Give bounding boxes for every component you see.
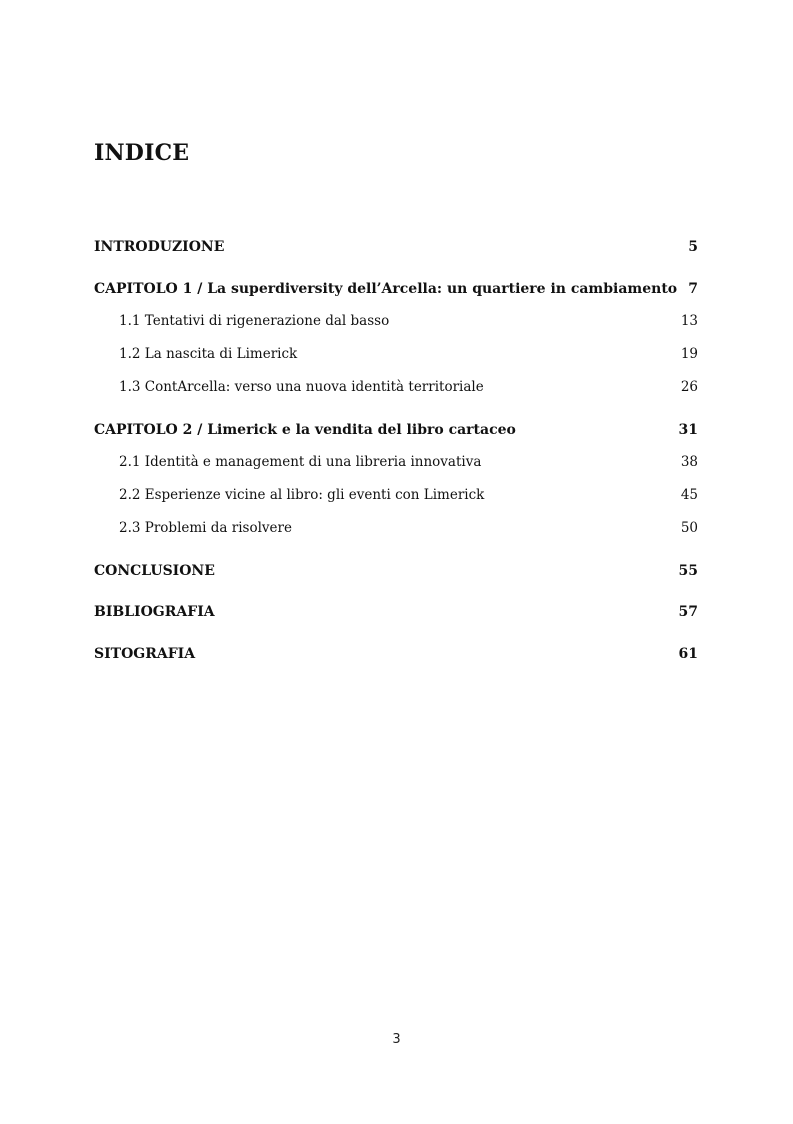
toc-entry-title: 2.1 Identità e management di una libreria innovativa bbox=[119, 454, 482, 470]
toc-entry-title: 2.2 Esperienze vicine al libro: gli eventi con Limerick bbox=[119, 487, 485, 503]
toc-entry-page: 13 bbox=[680, 313, 698, 329]
toc-entry-title: 1.2 La nascita di Limerick bbox=[119, 346, 298, 362]
page-number: 3 bbox=[392, 1032, 401, 1047]
toc-entry-title: BIBLIOGRAFIA bbox=[94, 604, 215, 620]
toc-entry-title: 2.3 Problemi da risolvere bbox=[119, 520, 292, 536]
toc-entry-1-2 bbox=[119, 343, 698, 365]
toc-entry-page: 61 bbox=[678, 646, 698, 662]
toc-entry-2-1 bbox=[119, 451, 698, 473]
toc-entry-title: CONCLUSIONE bbox=[94, 563, 215, 579]
toc-entry-title: INTRODUZIONE bbox=[94, 239, 225, 255]
toc-entry-page: 5 bbox=[688, 239, 698, 255]
toc-entry-1-1 bbox=[119, 310, 698, 332]
toc-entry-title: CAPITOLO 1 / La superdiversity dell’Arcella: un quartiere in cambiamento bbox=[94, 281, 678, 297]
toc-entry-title: 1.1 Tentativi di rigenerazione dal basso bbox=[119, 313, 390, 329]
toc-entry-page: 26 bbox=[680, 379, 698, 395]
toc-entry-page: 38 bbox=[680, 454, 698, 470]
toc-entry-page: 55 bbox=[678, 563, 698, 579]
toc-entry-1-3 bbox=[119, 376, 698, 398]
toc-entry-title: CAPITOLO 2 / Limerick e la vendita del libro cartaceo bbox=[94, 422, 516, 438]
toc-entry-bibliografia bbox=[94, 601, 698, 623]
toc-entry-2-3 bbox=[119, 517, 698, 539]
toc-entry-introduzione bbox=[94, 236, 698, 258]
toc-entry-2-2 bbox=[119, 484, 698, 506]
toc-entry-capitolo-2 bbox=[94, 419, 698, 441]
toc-entry-title: SITOGRAFIA bbox=[94, 646, 196, 662]
toc-entry-page: 7 bbox=[688, 281, 698, 297]
toc-entry-title: 1.3 ContArcella: verso una nuova identità territoriale bbox=[119, 379, 484, 395]
toc-entry-page: 50 bbox=[680, 520, 698, 536]
toc-entry-page: 19 bbox=[680, 346, 698, 362]
toc-entry-page: 31 bbox=[678, 422, 698, 438]
page-title: INDICE bbox=[94, 140, 190, 166]
toc-entry-conclusione bbox=[94, 560, 698, 582]
toc-entry-page: 45 bbox=[680, 487, 698, 503]
toc-entry-capitolo-1 bbox=[94, 278, 698, 300]
toc-entry-sitografia bbox=[94, 643, 698, 665]
toc-entry-page: 57 bbox=[678, 604, 698, 620]
